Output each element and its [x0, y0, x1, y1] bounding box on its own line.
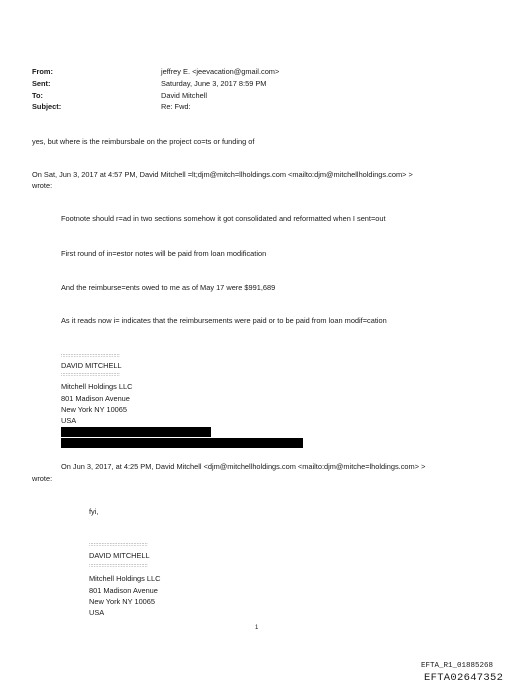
redaction-bar-2 — [61, 438, 303, 448]
signature2-divider-bottom: ::::::::::::::::::::::::::::::::::::: — [89, 563, 148, 569]
quote2-header-line1: On Jun 3, 2017, at 4:25 PM, David Mitchell <djm@mitchellholdings.com <mailto:djm@mitche=lholdings.com> > — [61, 462, 426, 471]
quote2-body: fyi, — [89, 507, 99, 516]
quoted-paragraph-2: First round of in=estor notes will be paid from loan modification — [61, 249, 267, 258]
quoted-paragraph-4: As it reads now i= indicates that the reimbursements were paid or to be paid from loan modif=cation — [61, 316, 387, 325]
subject-value: Re: Fwd: — [161, 102, 191, 111]
quote1-header-line1: On Sat, Jun 3, 2017 at 4:57 PM, David Mitchell =lt;djm@mitch=llholdings.com <mailto:djm@mitchellholdings.com> > — [32, 170, 413, 179]
quoted-paragraph-1: Footnote should r=ad in two sections somehow it got consolidated and reformatted when I sent=out — [61, 214, 386, 223]
quoted-paragraph-3: And the reimburse=ents owed to me as of May 17 were $991,689 — [61, 283, 276, 292]
signature1-country: USA — [61, 416, 77, 425]
signature1-divider-top: ::::::::::::::::::::::::::::::::::::: — [61, 353, 120, 359]
signature1-divider-bottom: ::::::::::::::::::::::::::::::::::::: — [61, 372, 120, 378]
signature1-company: Mitchell Holdings LLC — [61, 382, 133, 391]
signature2-country: USA — [89, 608, 105, 617]
signature2-street: 801 Madison Avenue — [89, 586, 158, 595]
doc-id-small: EFTA_R1_01885268 — [421, 662, 494, 670]
sent-label: Sent: — [32, 79, 51, 88]
to-value: David Mitchell — [161, 91, 208, 100]
signature2-name: DAVID MITCHELL — [89, 551, 150, 560]
signature2-divider-top: ::::::::::::::::::::::::::::::::::::: — [89, 542, 148, 548]
from-label: From: — [32, 67, 53, 76]
signature2-city: New York NY 10065 — [89, 597, 156, 606]
quote2-header-line2: wrote: — [32, 474, 53, 483]
subject-label: Subject: — [32, 102, 62, 111]
sent-value: Saturday, June 3, 2017 8:59 PM — [161, 79, 267, 88]
signature1-street: 801 Madison Avenue — [61, 394, 130, 403]
page-number: 1 — [255, 625, 259, 631]
signature2-company: Mitchell Holdings LLC — [89, 574, 161, 583]
reply-text: yes, but where is the reimbursbale on the project co=ts or funding of — [32, 137, 255, 146]
signature1-name: DAVID MITCHELL — [61, 361, 122, 370]
to-label: To: — [32, 91, 43, 100]
signature1-city: New York NY 10065 — [61, 405, 128, 414]
from-value: jeffrey E. <jeevacation@gmail.com> — [161, 67, 280, 76]
doc-id-large: EFTA02647352 — [424, 672, 504, 684]
quote1-header-line2: wrote: — [32, 181, 53, 190]
redaction-bar-1 — [61, 427, 211, 437]
